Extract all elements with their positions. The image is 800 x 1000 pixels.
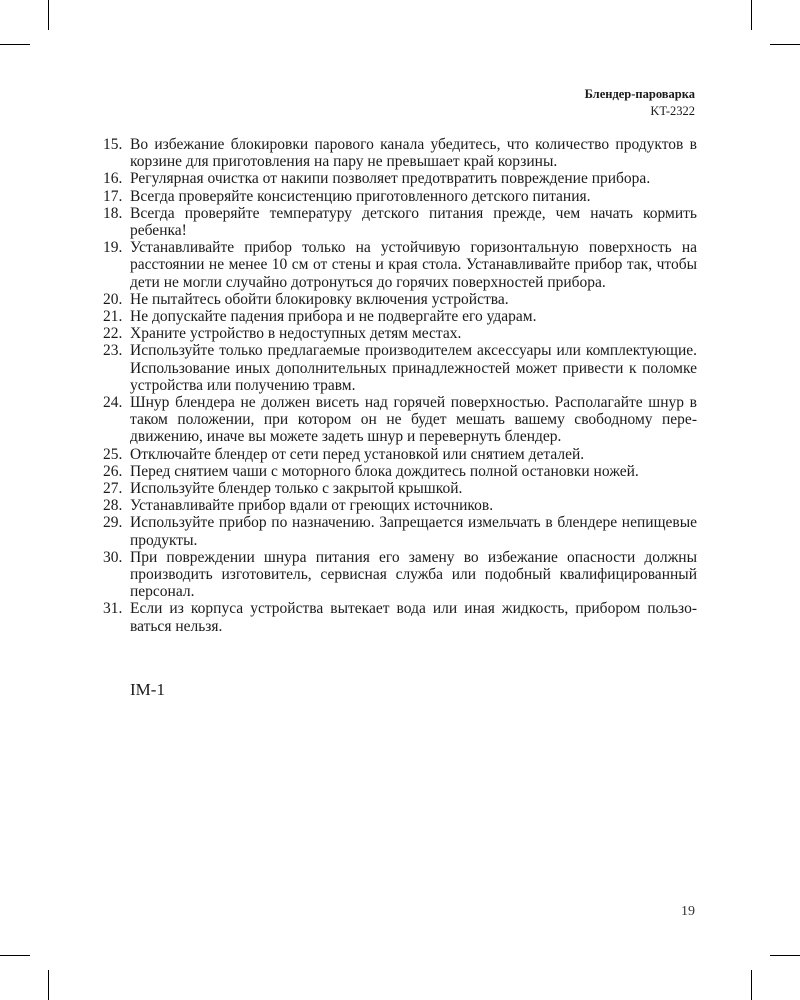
item-number: 26. xyxy=(103,462,123,480)
item-text: Перед снятием чаши с моторного блока дождитесь полной остановки ножей. xyxy=(130,462,639,480)
list-item xyxy=(103,446,697,463)
item-number: 20. xyxy=(103,290,123,308)
crop-mark xyxy=(751,0,752,30)
list-item xyxy=(103,514,697,548)
item-text: Регулярная очистка от накипи позволяет предотвратить повреждение прибора. xyxy=(130,170,651,188)
item-number: 28. xyxy=(103,497,123,515)
item-text: Во избежание блокировки парового канала убедитесь, что количество продуктов в корзине для приготовления на пару не превышает край корзины. xyxy=(130,136,697,171)
crop-mark xyxy=(48,0,49,30)
list-item xyxy=(103,136,697,170)
list-item xyxy=(103,291,697,308)
item-number: 16. xyxy=(103,170,123,188)
page-header xyxy=(585,86,695,120)
crop-mark xyxy=(770,44,800,45)
item-text: Устанавливайте прибор только на устойчивую горизонтальную поверхность на расстоянии не менее 10 см от стены и края стола. Устанавливайте прибор так, чтобы дети не могли случайно дотронуться до горячих поверхностей прибора. xyxy=(130,239,697,291)
item-number: 29. xyxy=(103,514,123,532)
item-text: Используйте блендер только с закрытой крышкой. xyxy=(130,480,463,498)
item-text: Всегда проверяйте температуру детского питания прежде, чем начать кормить ребенка! xyxy=(130,204,697,240)
item-text: Всегда проверяйте консистенцию приготовленного детского питания. xyxy=(130,187,591,205)
item-text: Используйте только предлагаемые производителем аксессуары или комплектующие. Использование иных дополнительных принадлежностей может привести к поломке устройства или получению травм. xyxy=(130,342,697,394)
item-number: 23. xyxy=(103,342,123,360)
crop-mark xyxy=(0,44,30,45)
item-text: Храните устройство в недоступных детям местах. xyxy=(130,325,462,343)
item-text: Отключайте блендер от сети перед установкой или снятием деталей. xyxy=(130,445,585,463)
crop-mark xyxy=(48,970,49,1000)
item-number: 25. xyxy=(103,445,123,463)
list-item xyxy=(103,394,697,446)
safety-instructions-list xyxy=(103,136,697,635)
list-item xyxy=(103,497,697,514)
item-number: 22. xyxy=(103,325,123,343)
list-item xyxy=(103,549,697,601)
item-text: При повреждении шнура питания его замену во избежание опасности должны производить изготовитель, сервисная служба или подобный квалифицированный персонал. xyxy=(130,548,697,601)
item-number: 18. xyxy=(103,204,123,222)
product-model: KT-2322 xyxy=(650,104,695,118)
list-item xyxy=(103,205,697,239)
item-number: 21. xyxy=(103,308,123,326)
item-text: Устанавливайте прибор вдали от греющих источников. xyxy=(130,497,494,515)
list-item xyxy=(103,480,697,497)
item-text: Используйте прибор по назначению. Запрещается измельчать в блендере непищевые продукты. xyxy=(130,514,697,549)
item-number: 19. xyxy=(103,239,123,257)
list-item xyxy=(103,342,697,394)
item-number: 27. xyxy=(103,480,123,498)
page-number: 19 xyxy=(681,904,695,919)
item-text: Не пытайтесь обойти блокировку включения устройства. xyxy=(130,290,509,308)
crop-mark xyxy=(0,955,30,956)
item-number: 30. xyxy=(103,548,123,566)
list-item xyxy=(103,188,697,205)
product-name: Блендер-пароварка xyxy=(584,87,695,101)
item-number: 24. xyxy=(103,394,123,412)
item-text: Если из корпуса устройства вытекает вода или иная жидкость, прибором пользоваться нельзя. xyxy=(130,600,697,635)
list-item xyxy=(103,600,697,634)
item-text: Не допускайте падения прибора и не подвергайте его ударам. xyxy=(130,308,537,326)
list-item xyxy=(103,170,697,187)
item-number: 17. xyxy=(103,187,123,205)
item-number: 15. xyxy=(103,136,123,153)
list-item xyxy=(103,239,697,291)
item-number: 31. xyxy=(103,600,123,618)
document-code: IM-1 xyxy=(130,680,165,699)
crop-mark xyxy=(751,970,752,1000)
list-item xyxy=(103,308,697,325)
crop-mark xyxy=(770,955,800,956)
list-item xyxy=(103,463,697,480)
item-text: Шнур блендера не должен висеть над горячей поверхностью. Располагайте шнур в таком положении, при котором он не будет мешать вашему свободному передвижению, иначе вы можете задеть шнур и перевернуть блендер. xyxy=(130,394,697,446)
list-item xyxy=(103,325,697,342)
